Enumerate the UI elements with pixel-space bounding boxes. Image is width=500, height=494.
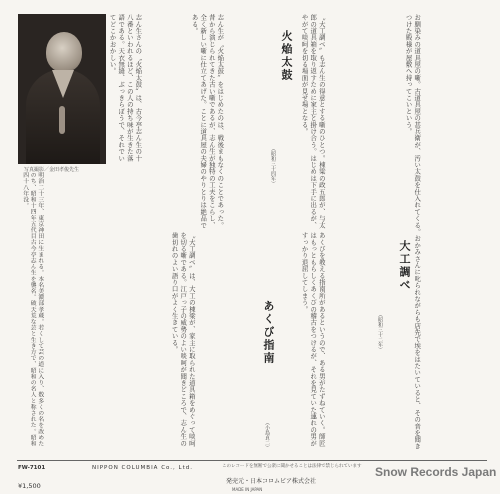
photo-caption: 写真撮影／金田孝俊先生 — [24, 167, 80, 173]
text-column-f: お馴染みの道具屋の噺。古道具屋の甚兵衛が、汚い太鼓を仕入れてくる。おかみさんに叱られながらも店先で埃をはたいていると、その音を聞きつけた殿様が屋敷へ持ってこいという。 — [404, 14, 422, 450]
text-column-b: 志ん生が〝火焔太鼓〟をはじめたのは、戦後まもなくのことであった。昔から演じられてきた古い噺であるが、志ん生が独特の工夫をこらし、全く新しい噺に仕立てあげた。ことに道具屋の夫婦のやりとりは絶品である。 — [190, 14, 225, 229]
catalog-number: FW-7101 — [18, 465, 46, 471]
watermark: Snow Records Japan — [375, 465, 497, 479]
record-label: NIPPON COLUMBIA Co., Ltd. — [92, 465, 194, 471]
footer-divider — [17, 460, 487, 461]
publisher: 発売元・日本コロムビア株式会社 — [226, 478, 317, 485]
title-kaen-daiko: 火焔太鼓 — [280, 30, 293, 82]
text-column-e: あくびを教える指南所があるというので、ある男がたずねていく。師匠はもっともらしくあくびの稽古をつけるが、それを見ていた連れの男がすっかり退屈してしまう。 — [300, 232, 326, 447]
made-in-japan: MADE IN JAPAN — [232, 487, 263, 492]
title-akubi-shinan: あくび指南 — [262, 300, 275, 365]
text-column-a: 志ん生さんの〝火焔太鼓〟は、古今亭志ん生の十八番といわれるほど、この人の持ち味が生きた落語である。天衣無縫、ぶっきらぼうで、それでいてどこかおかしい。 — [108, 14, 143, 162]
title-daiku-shirabe: 大工調べ — [398, 240, 411, 292]
photo-tassel — [59, 106, 65, 134]
photo-figure-head — [46, 32, 82, 72]
recording-note-2: （昭和三十二年） — [377, 312, 383, 352]
recording-note-1: （昭和三十四年） — [270, 146, 276, 186]
portrait-photo — [18, 14, 106, 164]
text-column-d: 〝大工調べ〟は、大工の棟梁が、家主に取られた道具箱をめぐって啖呵を切る噺である。江戸っ子の威勢のよい啖呵が聞きどころで、志ん生の歯切れのよい語り口がよく生きている。 — [170, 232, 196, 447]
text-column-g: 〝大工調べ〟も志ん生の得意とする噺のひとつ。棟梁の政五郎が、与太郎の道具箱を取り返すために家主と掛け合う。はじめは下手に出るが、やがて啖呵を切る場面が見せ場となる。 — [300, 14, 326, 229]
copyright-notice: このレコードを無断で公衆に聞かせることは法律で禁じられています — [222, 464, 362, 469]
price: ¥1,500 — [18, 482, 41, 490]
author-credit: （小島貞二） — [264, 420, 270, 450]
text-column-biography: 明治二十三年、東京神田に生まれる。本名美濃部孝蔵。若くして芸の道に入り、数多くの名を改めたのち、昭和十四年五代目古今亭志ん生を襲名。破天荒な芸と生き方で、昭和の名人と称された。昭和四十八年没。 — [21, 172, 43, 447]
